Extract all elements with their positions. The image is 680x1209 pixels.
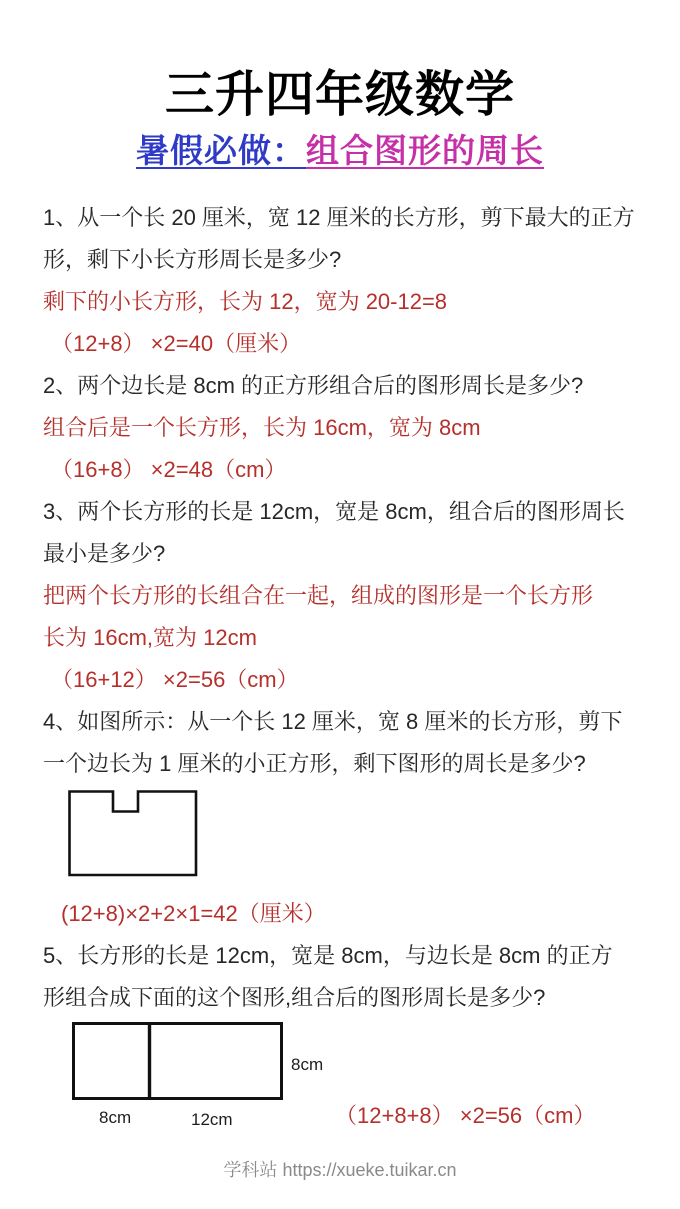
problem-2-answer-line-1: 组合后是一个长方形，长为 16cm，宽为 8cm — [43, 415, 481, 440]
problem-5-answer-line-1: （12+8+8） ×2=56（cm） — [335, 1103, 596, 1128]
problem-1-question-line-2: 形，剩下小长方形周长是多少? — [43, 247, 342, 272]
figure-label-height: 8cm — [291, 1055, 324, 1074]
problem-4-question-line-2: 一个边长为 1 厘米的小正方形，剩下图形的周长是多少? — [43, 751, 586, 776]
problem-3-answer-line-2: 长为 16cm,宽为 12cm — [43, 625, 257, 650]
notched-rectangle-shape — [68, 790, 198, 877]
problem-5-figure-combined-rectangles — [43, 1021, 650, 1131]
problem-3-question-line-1: 3、两个长方形的长是 12cm，宽是 8cm，组合后的图形周长 — [43, 499, 625, 524]
problem-4-answer-line-1: (12+8)×2+2×1=42（厘米） — [61, 901, 326, 926]
problem-5-question-line-2: 形组合成下面的这个图形,组合后的图形周长是多少? — [43, 985, 546, 1010]
problem-2-answer-line-2: （16+8） ×2=48（cm） — [51, 457, 287, 482]
problem-4-figure-notched-rectangle — [68, 790, 198, 877]
figure-label-width-left: 8cm — [99, 1108, 132, 1127]
problem-3-answer-line-1: 把两个长方形的长组合在一起，组成的图形是一个长方形 — [43, 583, 594, 608]
problem-5-question-line-1: 5、长方形的长是 12cm，宽是 8cm，与边长是 8cm 的正方 — [43, 943, 613, 968]
problem-4-question-line-1: 4、如图所示：从一个长 12 厘米，宽 8 厘米的长方形，剪下 — [43, 709, 623, 734]
subtitle-main: 组合图形的周长 — [306, 132, 544, 169]
page-title: 三升四年级数学 — [164, 67, 515, 122]
problem-2-question-line-1: 2、两个边长是 8cm 的正方形组合后的图形周长是多少? — [43, 373, 584, 398]
figure-label-width-right: 12cm — [191, 1110, 233, 1129]
problem-1-answer-line-2: （12+8） ×2=40（厘米） — [51, 331, 302, 356]
problem-3-question-line-2: 最小是多少? — [43, 541, 166, 566]
combined-rectangles-shape — [72, 1022, 284, 1101]
problem-3-answer-line-3: （16+12） ×2=56（cm） — [51, 667, 299, 692]
worksheet-body — [0, 197, 680, 1131]
subtitle-prefix: 暑假必做： — [136, 132, 306, 169]
footer-site-credit: 学科站 https://xueke.tuikar.cn — [223, 1160, 457, 1180]
problem-1-question-line-1: 1、从一个长 20 厘米，宽 12 厘米的长方形，剪下最大的正方 — [43, 205, 635, 230]
page-subtitle — [0, 128, 680, 173]
problem-1-answer-line-1: 剩下的小长方形，长为 12，宽为 20-12=8 — [43, 289, 448, 314]
